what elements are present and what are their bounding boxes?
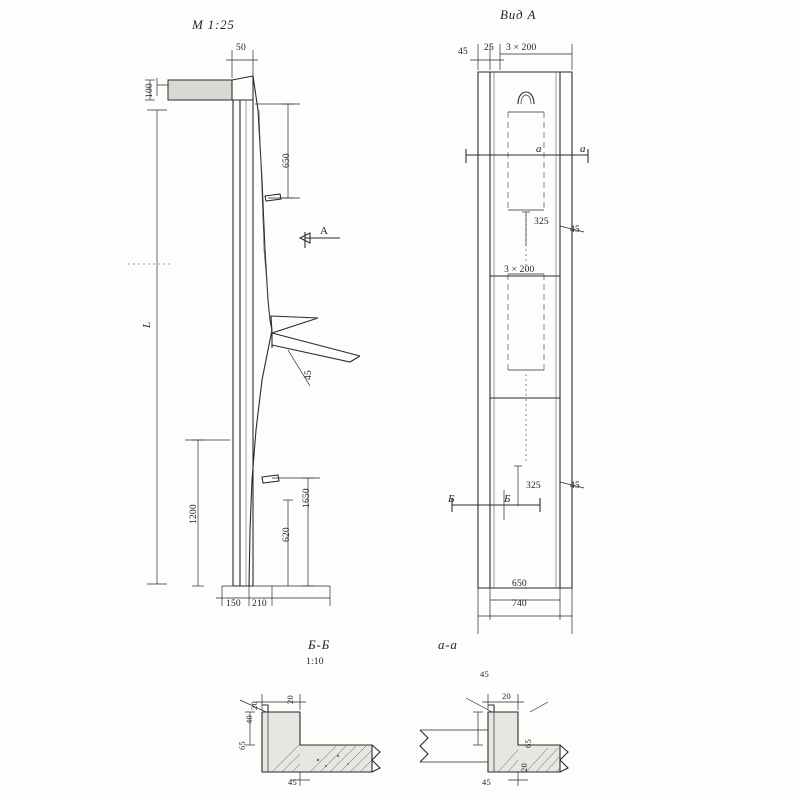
dim-bb-20-left: 20 [249, 701, 259, 710]
dim-bb-40: 40 [244, 715, 254, 724]
dim-width-inner: 650 [512, 579, 527, 589]
dim-top-width: 50 [236, 43, 246, 53]
section-aa-geometry [420, 691, 568, 786]
dim-325-top: 325 [534, 217, 549, 227]
dim-edge-25: 25 [484, 43, 494, 53]
dim-lower-left: 1200 [189, 504, 199, 524]
axis-label-a-left: а [536, 143, 542, 155]
dim-aa-45-top: 45 [480, 669, 489, 679]
section-mark-a: A [320, 225, 329, 237]
dim-aa-20-bottom: 20 [519, 763, 529, 772]
dim-aa-20-top: 20 [502, 691, 511, 701]
dim-bb-45: 45 [288, 777, 297, 787]
dim-width-outer: 740 [512, 599, 527, 609]
main-view-geometry [128, 50, 360, 606]
dim-aa-65: 65 [523, 739, 533, 748]
dim-325-bottom: 325 [526, 481, 541, 491]
axis-label-b-left: Б [448, 493, 455, 505]
dim-top-thickness: 100 [145, 83, 155, 98]
dim-lower-inner: 620 [282, 527, 292, 542]
dim-rib-note: 45 [304, 370, 314, 380]
dim-edge-left: 45 [458, 47, 468, 57]
axis-label-a-right: а [580, 143, 586, 155]
dim-spacing-mid: 3 × 200 [504, 265, 535, 275]
dim-aa-45-bottom: 45 [482, 777, 491, 787]
title-section-aa: а-а [438, 637, 458, 652]
title-section-bb: Б-Б [308, 637, 331, 652]
dim-upper-offset: 650 [282, 153, 292, 168]
dim-base-left: 150 [226, 599, 241, 609]
title-section-bb-scale: 1:10 [306, 657, 324, 667]
view-a-geometry [452, 44, 588, 634]
section-bb-geometry [237, 694, 380, 786]
dim-spacing-top: 3 × 200 [506, 43, 537, 53]
axis-label-b-right: Б [504, 493, 511, 505]
dim-bb-65: 65 [237, 741, 247, 750]
dim-45-top: 45 [570, 225, 580, 235]
dim-45-bottom: 45 [570, 481, 580, 491]
title-view-a: Вид А [500, 7, 537, 22]
title-main-scale: М 1:25 [192, 17, 235, 32]
dim-lower-offset: 1650 [302, 488, 312, 508]
dim-base-right: 210 [252, 599, 267, 609]
dim-bb-20-right: 20 [285, 695, 295, 704]
dim-height-total: L [141, 321, 153, 328]
